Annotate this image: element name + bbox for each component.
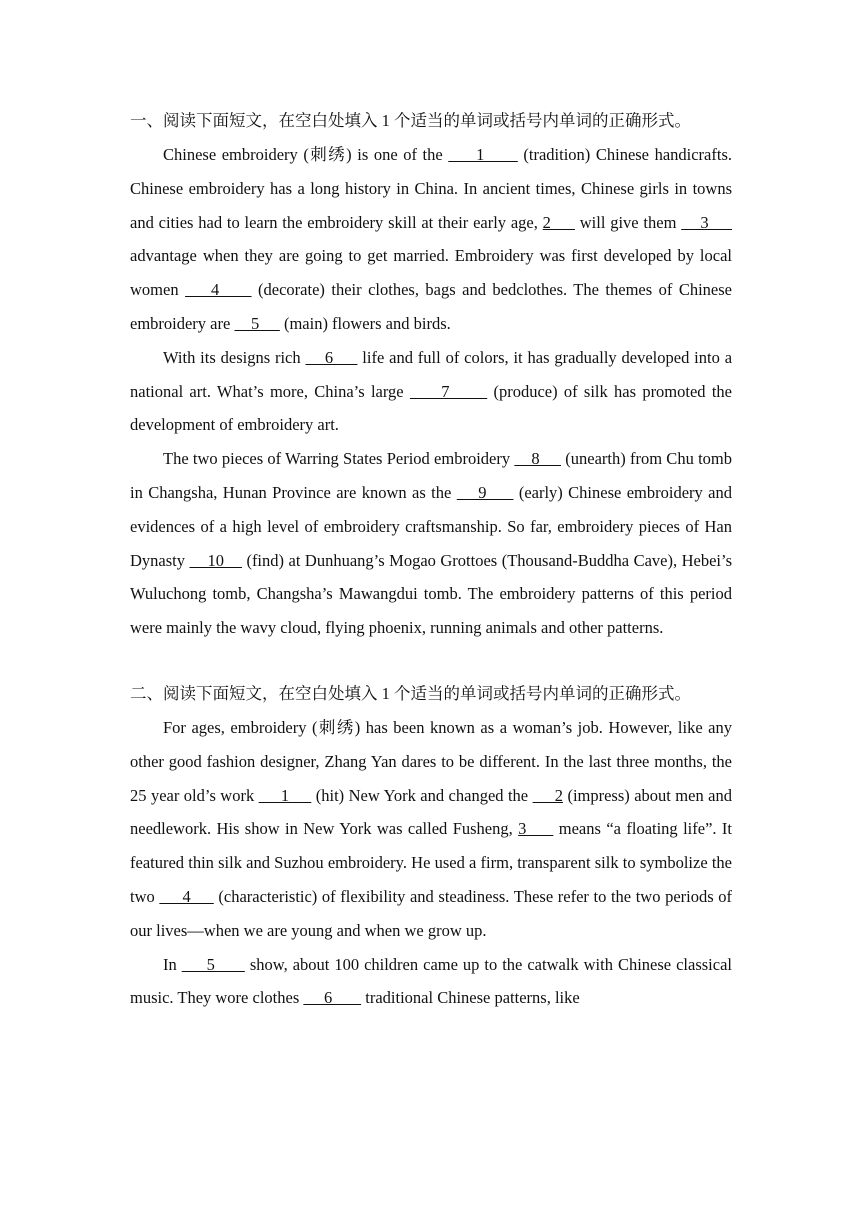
text-run: (main) flowers and birds. <box>279 313 451 333</box>
answer-blank: 10 <box>189 550 242 570</box>
answer-blank: 5 <box>181 954 245 974</box>
section-2-heading: 二、阅读下面短文，在空白处填入 1 个适当的单词或括号内单词的正确形式。 <box>130 683 691 703</box>
section-2-body <box>130 711 732 1015</box>
text-run: The two pieces of Warring States Period embroidery <box>163 449 515 469</box>
paragraph <box>130 442 732 645</box>
answer-blank: 4 <box>185 280 252 300</box>
answer-blank: 8 <box>514 449 561 469</box>
text-run: (produce) of silk has promoted the development of embroidery art. <box>130 381 732 435</box>
section-1-heading: 一、阅读下面短文，在空白处填入 1 个适当的单词或括号内单词的正确形式。 <box>130 111 691 130</box>
text-run: means “a floating life”. It featured thin silk and Suzhou embroidery. He used a firm, transparent silk to symbolize the two <box>130 819 732 906</box>
section-gap <box>130 645 732 677</box>
text-run: (find) at Dunhuang’s Mogao Grottoes (Thousand-Buddha Cave), Hebei’s Wuluchong tomb, Changsha’s Mawangdui tomb. The embroidery patterns of this period were mainly the wavy cloud, flying phoenix, running animals and other patterns. <box>130 550 733 638</box>
answer-blank: 5 <box>234 313 280 333</box>
section-1-body <box>130 138 732 645</box>
answer-blank: 6 <box>303 988 362 1008</box>
paragraph <box>130 711 732 948</box>
text-run: For ages, embroidery (刺绣) has been known as a woman’s job. However, like any other good fashion designer, Zhang Yan dares to be different. In the last three months, the 25 year old’s work <box>130 717 732 805</box>
answer-blank: 4 <box>159 886 214 906</box>
text-run: (hit) New York and changed the <box>311 785 533 805</box>
text-run: show, about 100 children came up to the catwalk with Chinese classical music. They wore clothes <box>130 954 732 1008</box>
text-run: (unearth) from Chu tomb in Changsha, Hunan Province are known as the <box>130 449 732 502</box>
answer-blank: 2 <box>542 212 575 232</box>
document-content <box>130 104 732 1015</box>
paragraph <box>130 138 732 341</box>
text-run: (tradition) Chinese handicrafts. Chinese embroidery has a long history in China. In ancient times, Chinese girls in towns and cities had to learn the embroidery skill at their early age, <box>130 145 733 232</box>
answer-blank: 1 <box>258 785 312 805</box>
text-run: In <box>163 954 182 974</box>
text-run: With its designs rich <box>163 347 306 367</box>
text-run: (characteristic) of flexibility and steadiness. These refer to the two periods of our lives—when we are young and when we grow up. <box>130 886 733 940</box>
text-run: life and full of colors, it has gradually developed into a national art. What’s more, China’s large <box>130 347 733 401</box>
answer-blank: 1 <box>448 145 518 164</box>
answer-blank: 3 <box>518 819 554 839</box>
text-run: Chinese embroidery (刺绣) is one of the <box>163 145 449 164</box>
answer-blank: 7 <box>409 381 488 401</box>
text-run: (decorate) their clothes, bags and bedclothes. The themes of Chinese embroidery are <box>130 280 732 333</box>
text-run: advantage when they are going to get married. Embroidery was first developed by local women <box>130 246 732 300</box>
paragraph <box>130 948 732 1016</box>
text-run: (early) Chinese embroidery and evidences of a high level of embroidery craftsmanship. So far, embroidery pieces of Han Dynasty <box>130 482 732 570</box>
answer-blank: 2 <box>532 785 564 805</box>
text-run: traditional Chinese patterns, like <box>361 988 580 1008</box>
paragraph <box>130 341 732 442</box>
answer-blank: 6 <box>305 347 358 367</box>
answer-blank: 9 <box>456 482 514 502</box>
text-run: will give them <box>574 212 682 232</box>
text-run: (impress) about men and needlework. His show in New York was called Fusheng, <box>130 785 732 839</box>
answer-blank: 3 <box>681 212 733 232</box>
